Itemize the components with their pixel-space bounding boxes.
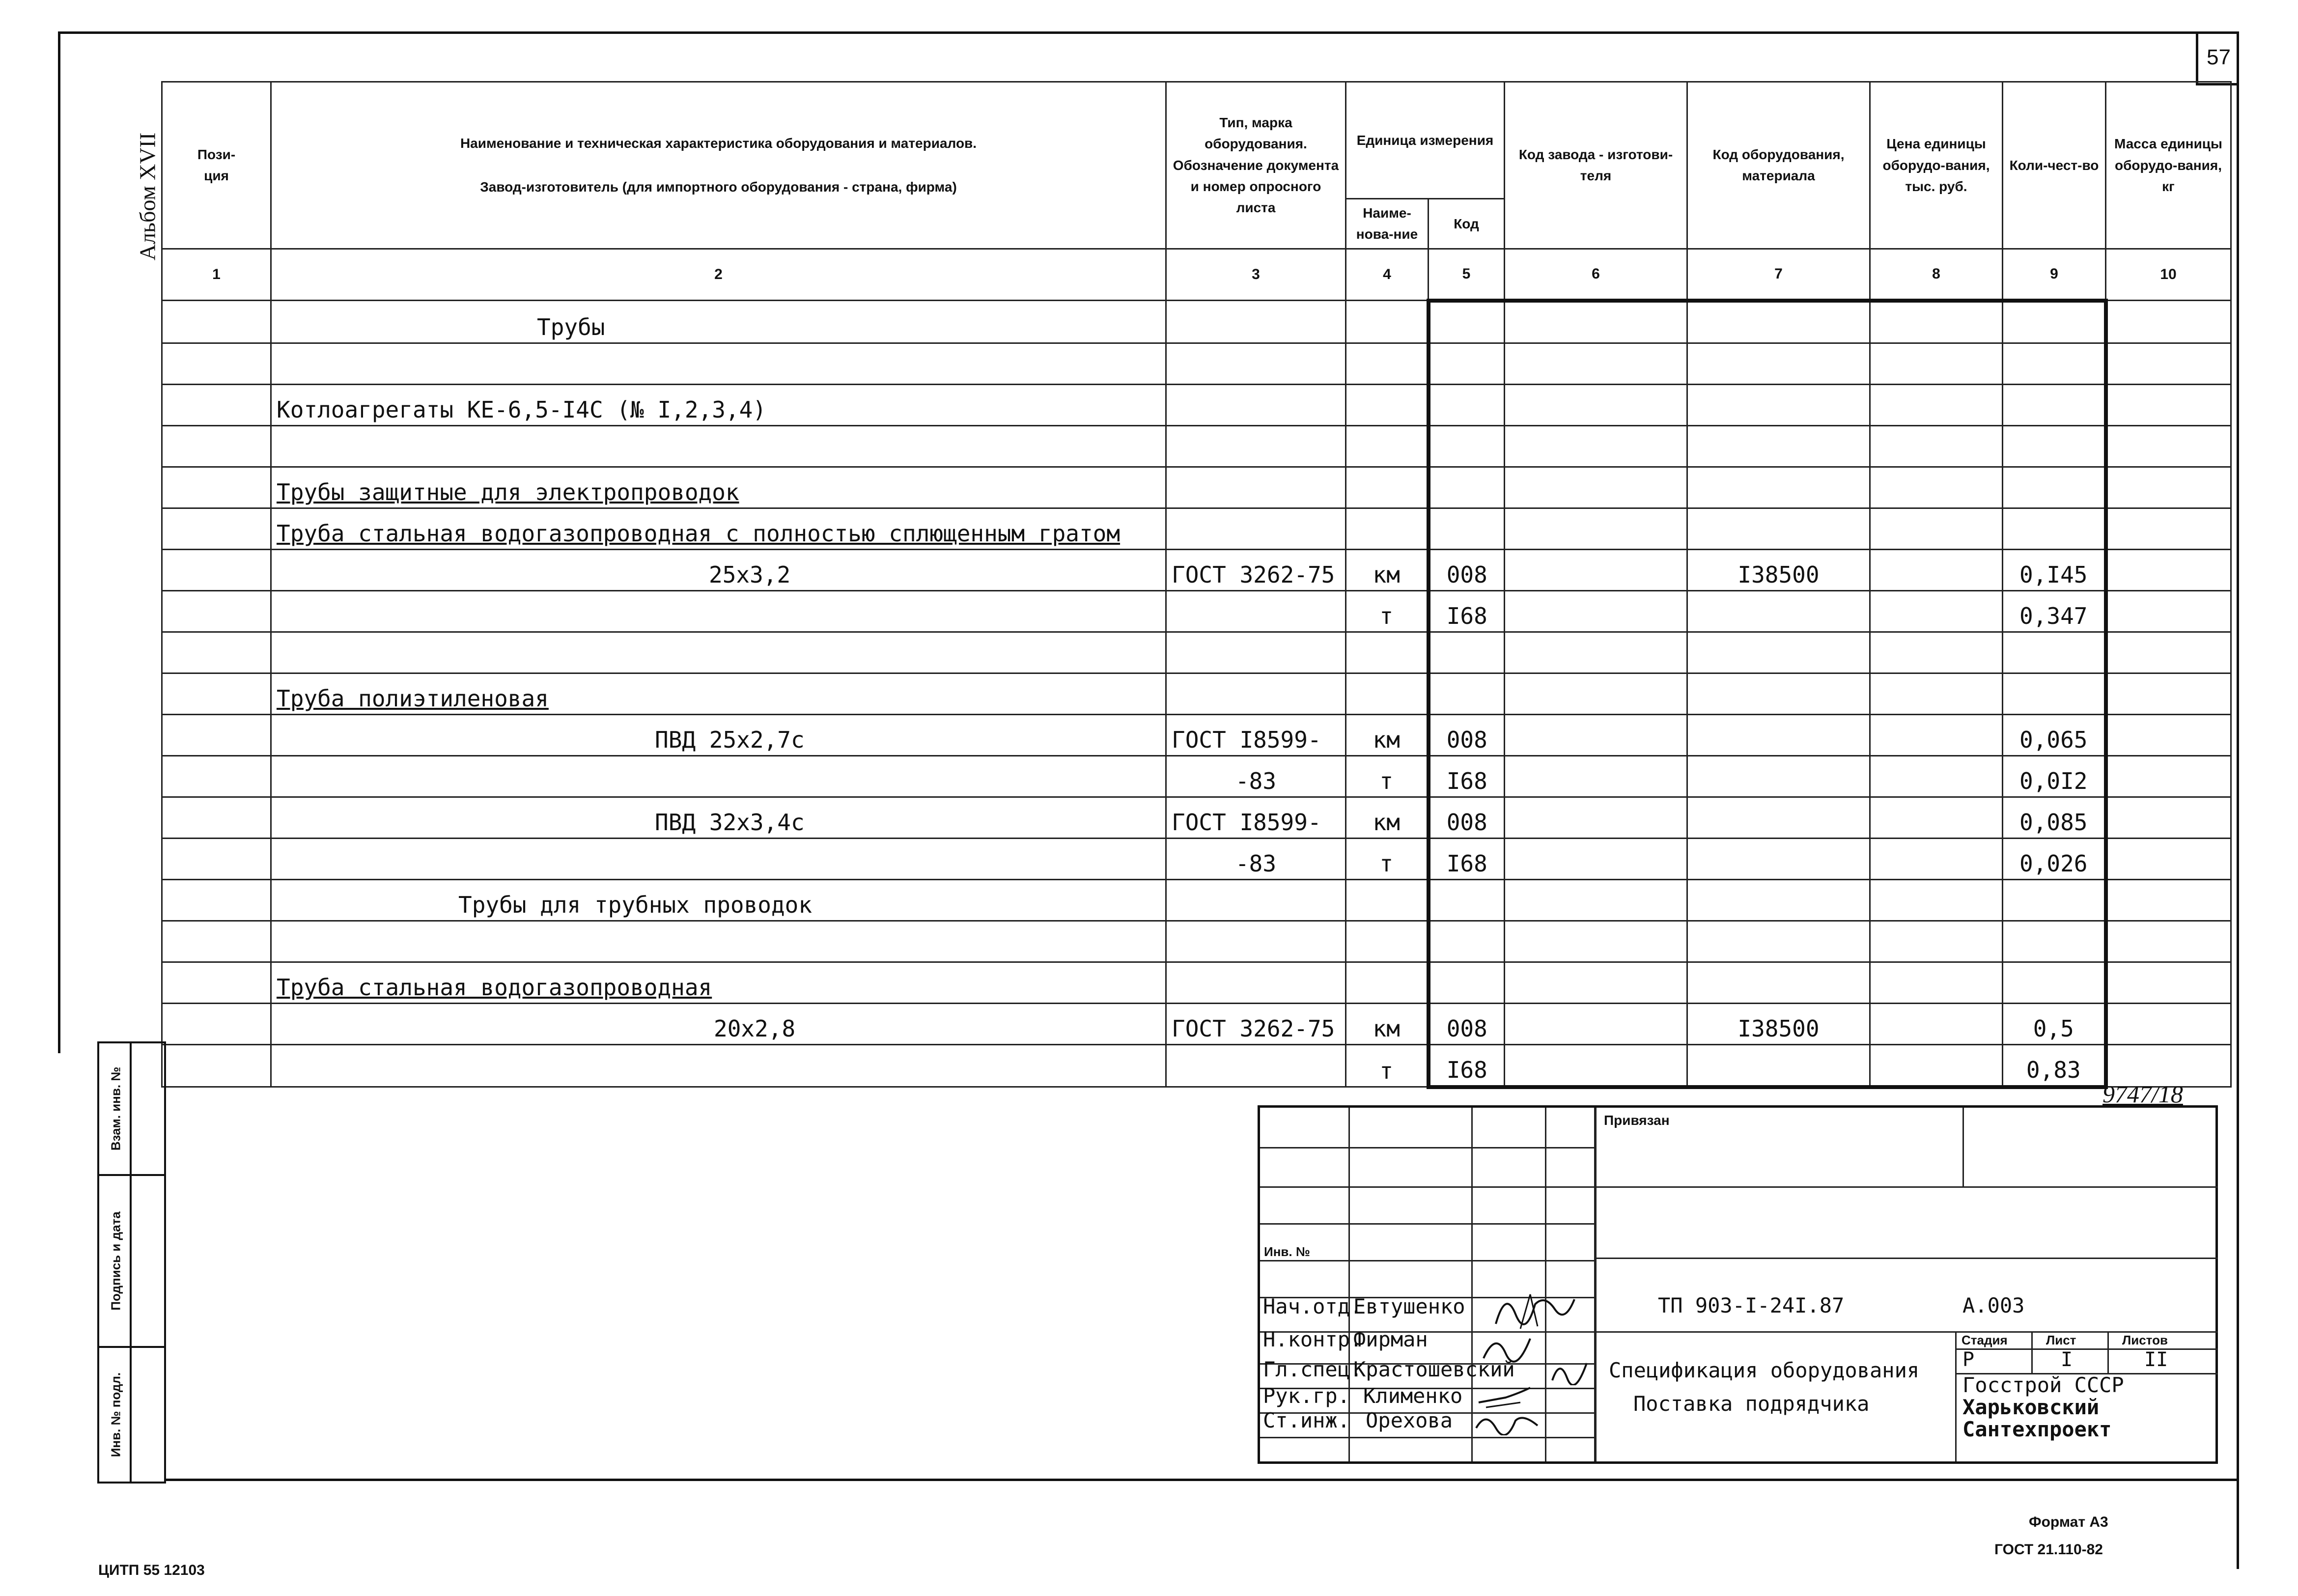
row-unit: км bbox=[1346, 797, 1429, 838]
row-name: Котлоагрегаты КЕ-6,5-I4С (№ I,2,3,4) bbox=[271, 384, 1166, 425]
header-unit: Единица измерения bbox=[1346, 82, 1505, 199]
row-unit: т bbox=[1346, 1044, 1429, 1087]
frame-left-line bbox=[58, 31, 60, 1053]
col-num-3: 3 bbox=[1166, 249, 1346, 301]
table-row bbox=[162, 797, 2231, 838]
header-quantity: Коли-чест-во bbox=[2003, 82, 2106, 249]
name-3: Крастошевский bbox=[1353, 1357, 1515, 1381]
col-num-1: 1 bbox=[162, 249, 271, 301]
row-name: 25х3,2 bbox=[271, 549, 1166, 590]
col-num-5: 5 bbox=[1429, 249, 1505, 301]
row-quantity: 0,347 bbox=[2003, 590, 2106, 632]
stage-label: Стадия bbox=[1962, 1333, 2008, 1347]
row-code: I68 bbox=[1429, 838, 1505, 879]
row-code: 008 bbox=[1429, 714, 1505, 756]
col-num-6: 6 bbox=[1505, 249, 1687, 301]
table-row bbox=[162, 962, 2231, 1003]
header-unit-name: Наиме-нова-ние bbox=[1346, 199, 1429, 249]
role-4: Рук.гр. bbox=[1263, 1384, 1350, 1408]
row-code: 008 bbox=[1429, 1003, 1505, 1044]
row-mark: ГОСТ 3262-75 bbox=[1166, 549, 1346, 590]
signature-5-icon bbox=[1474, 1408, 1542, 1435]
row-mark: -83 bbox=[1166, 756, 1346, 797]
row-name: Труба стальная водогазопроводная bbox=[271, 962, 1166, 1003]
citp-label: ЦИТП 55 12103 bbox=[98, 1562, 205, 1578]
row-material-code: I38500 bbox=[1687, 1003, 1870, 1044]
title-block bbox=[1258, 1105, 2218, 1464]
name-5: Орехова bbox=[1366, 1408, 1453, 1432]
side-strip bbox=[97, 1041, 166, 1484]
table-row bbox=[162, 838, 2231, 879]
album-label: Альбом XVII bbox=[135, 132, 160, 261]
table-row bbox=[162, 508, 2231, 549]
table-row bbox=[162, 673, 2231, 714]
org-line-1: Госстрой СССР bbox=[1962, 1373, 2124, 1397]
row-code: 008 bbox=[1429, 797, 1505, 838]
col-num-7: 7 bbox=[1687, 249, 1870, 301]
doc-suffix: А.003 bbox=[1962, 1293, 2025, 1317]
header-type-mark: Тип, марка оборудования. Обозначение документа и номер опросного листа bbox=[1166, 82, 1346, 249]
table-row bbox=[162, 301, 2231, 343]
org-line-3: Сантехпроект bbox=[1962, 1417, 2112, 1441]
row-unit: км bbox=[1346, 714, 1429, 756]
name-2: Фирман bbox=[1353, 1327, 1428, 1351]
privyazan-label: Привязан bbox=[1604, 1113, 1670, 1128]
row-name: ПВД 32х3,4с bbox=[271, 797, 1166, 838]
stamp-number: 9747/18 bbox=[2102, 1080, 2183, 1108]
row-mark: ГОСТ 3262-75 bbox=[1166, 1003, 1346, 1044]
row-name: Трубы bbox=[271, 301, 1166, 343]
col-num-4: 4 bbox=[1346, 249, 1429, 301]
table-row bbox=[162, 632, 2231, 673]
table-row bbox=[162, 343, 2231, 384]
row-mark: ГОСТ I8599- bbox=[1166, 714, 1346, 756]
row-unit: т bbox=[1346, 590, 1429, 632]
gost-label: ГОСТ 21.110-82 bbox=[1994, 1541, 2103, 1558]
side-cell-inv-vzam: Взам. инв. № bbox=[99, 1043, 164, 1176]
doc-code: ТП 903-I-24I.87 bbox=[1658, 1293, 1845, 1317]
header-name: Наименование и техническая характеристика оборудования и материалов. Завод-изготовитель (для импортного оборудования - страна, фирма) bbox=[271, 82, 1166, 249]
format-label: Формат А3 bbox=[2029, 1514, 2108, 1530]
row-unit: т bbox=[1346, 838, 1429, 879]
signature-1-icon bbox=[1491, 1285, 1579, 1334]
page-number: 57 bbox=[2196, 31, 2239, 85]
row-name: Труба полиэтиленовая bbox=[271, 673, 1166, 714]
row-name: Трубы для трубных проводок bbox=[271, 879, 1166, 921]
row-name: 20х2,8 bbox=[271, 1003, 1166, 1044]
row-code: I68 bbox=[1429, 1044, 1505, 1087]
table-row bbox=[162, 1044, 2231, 1087]
col-num-10: 10 bbox=[2106, 249, 2231, 301]
header-position: Пози- ция bbox=[162, 82, 271, 249]
frame-top-line bbox=[58, 31, 2239, 34]
frame-right-line bbox=[2237, 31, 2239, 1569]
row-unit: т bbox=[1346, 756, 1429, 797]
table-row bbox=[162, 756, 2231, 797]
row-material-code: I38500 bbox=[1687, 549, 1870, 590]
row-quantity: 0,026 bbox=[2003, 838, 2106, 879]
row-code: I68 bbox=[1429, 756, 1505, 797]
table-row bbox=[162, 879, 2231, 921]
sheets-label: Листов bbox=[2122, 1333, 2168, 1347]
inv-no-label: Инв. № bbox=[1264, 1244, 1310, 1259]
header-unit-code: Код bbox=[1429, 199, 1505, 249]
row-quantity: 0,085 bbox=[2003, 797, 2106, 838]
table-row bbox=[162, 467, 2231, 508]
row-mark: ГОСТ I8599- bbox=[1166, 797, 1346, 838]
row-quantity: 0,5 bbox=[2003, 1003, 2106, 1044]
role-2: Н.контр. bbox=[1263, 1327, 1363, 1351]
row-quantity: 0,0I2 bbox=[2003, 756, 2106, 797]
header-maker-code: Код завода - изготови-теля bbox=[1505, 82, 1687, 249]
role-3: Гл.спец. bbox=[1263, 1357, 1363, 1381]
row-code: I68 bbox=[1429, 590, 1505, 632]
table-row bbox=[162, 590, 2231, 632]
signature-4-icon bbox=[1476, 1383, 1535, 1410]
col-num-9: 9 bbox=[2003, 249, 2106, 301]
table-row bbox=[162, 714, 2231, 756]
row-quantity: 0,065 bbox=[2003, 714, 2106, 756]
row-name: Трубы защитные для электропроводок bbox=[271, 467, 1166, 508]
role-1: Нач.отд. bbox=[1263, 1294, 1363, 1318]
table-row bbox=[162, 921, 2231, 962]
col-num-8: 8 bbox=[1870, 249, 2003, 301]
table-row bbox=[162, 384, 2231, 425]
side-cell-sign-date: Подпись и дата bbox=[99, 1176, 164, 1348]
role-5: Ст.инж. bbox=[1263, 1408, 1350, 1432]
sheet-value: I bbox=[2061, 1348, 2073, 1371]
row-unit: км bbox=[1346, 1003, 1429, 1044]
row-name: Труба стальная водогазопроводная с полностью сплющенным гратом bbox=[271, 508, 1166, 549]
header-price: Цена единицы оборудо-вания, тыс. руб. bbox=[1870, 82, 2003, 249]
doc-title-1: Спецификация оборудования bbox=[1609, 1358, 1920, 1382]
table-row bbox=[162, 1003, 2231, 1044]
row-code: 008 bbox=[1429, 549, 1505, 590]
stage-value: Р bbox=[1962, 1348, 1975, 1371]
side-cell-inv-podl: Инв. № подл. bbox=[108, 1372, 123, 1457]
sheets-value: II bbox=[2144, 1348, 2168, 1371]
row-name: ПВД 25х2,7с bbox=[271, 714, 1166, 756]
table-row bbox=[162, 549, 2231, 590]
org-line-2: Харьковский bbox=[1962, 1395, 2100, 1419]
table-row bbox=[162, 425, 2231, 467]
frame-bottom-line bbox=[165, 1479, 2239, 1481]
specification-table bbox=[161, 81, 2230, 1100]
col-num-2: 2 bbox=[271, 249, 1166, 301]
row-quantity: 0,83 bbox=[2003, 1044, 2106, 1087]
row-quantity: 0,I45 bbox=[2003, 549, 2106, 590]
signature-3-icon bbox=[1550, 1356, 1589, 1385]
name-1: Евтушенко bbox=[1353, 1294, 1465, 1318]
row-unit: км bbox=[1346, 549, 1429, 590]
sheet-label: Лист bbox=[2046, 1333, 2076, 1347]
name-4: Клименко bbox=[1363, 1384, 1463, 1408]
header-equipment-code: Код оборудования, материала bbox=[1687, 82, 1870, 249]
row-mark: -83 bbox=[1166, 838, 1346, 879]
doc-title-2: Поставка подрядчика bbox=[1633, 1392, 1870, 1416]
header-mass: Масса единицы оборудо-вания, кг bbox=[2106, 82, 2231, 249]
signature-2-icon bbox=[1481, 1329, 1540, 1363]
